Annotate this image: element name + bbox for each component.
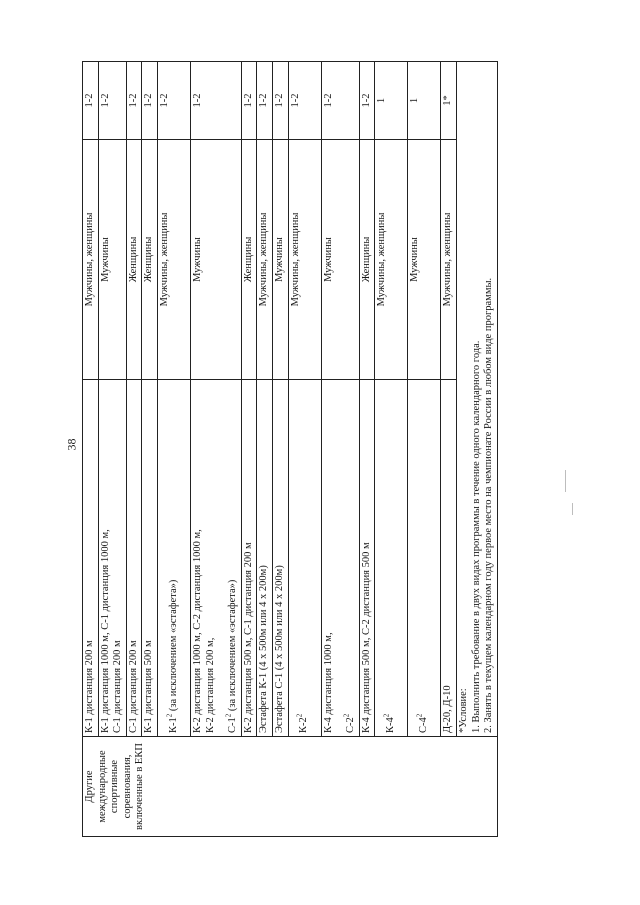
- place-cell: 1-2: [257, 62, 273, 140]
- gender-cell: Мужчины, женщины: [375, 140, 408, 380]
- competition-name: Другие международные спортивные соревнования, включенные в ЕКП: [83, 737, 498, 837]
- gender-cell: Мужчины: [321, 140, 359, 380]
- gender-cell: Мужчины, женщины: [441, 140, 457, 380]
- table-row: [126, 62, 142, 837]
- discipline-cell: [288, 380, 321, 737]
- spacer: [335, 383, 345, 733]
- table-row: [321, 62, 359, 837]
- discipline-line: К-2 дистанция 1000 м, С-2 дистанция 1000 м,: [191, 529, 203, 733]
- discipline-line: К-2 дистанция 500 м, С-1 дистанция 200 м: [242, 542, 254, 733]
- table-row: [408, 62, 441, 837]
- table-row: [241, 62, 257, 837]
- table-row: [456, 62, 497, 837]
- table-row: [272, 62, 288, 837]
- footnote-item: 1. Выполнить требование в двух видах программы в течение одного календарного года.: [470, 340, 482, 733]
- gender-cell: Мужчины, женщины: [157, 140, 190, 380]
- discipline-cell: [375, 380, 408, 737]
- place-cell: 1: [375, 62, 408, 140]
- place-cell: 1-2: [288, 62, 321, 140]
- discipline-cell: [257, 380, 273, 737]
- discipline-cell: [98, 380, 126, 737]
- discipline-cell: [190, 380, 241, 737]
- discipline-line: К-1 дистанция 500 м: [143, 640, 155, 733]
- place-cell: 1-2: [321, 62, 359, 140]
- place-cell: 1-2: [272, 62, 288, 140]
- discipline-line: $С-1^2$ (за исключением «эстафета»): [224, 579, 239, 733]
- scan-artifact: [572, 503, 573, 515]
- discipline-line: $К-4^2$: [382, 713, 397, 733]
- discipline-line: К-4 дистанция 500 м, С-2 дистанция 500 м: [360, 542, 372, 733]
- gender-cell: Женщины: [241, 140, 257, 380]
- table-row: [83, 62, 99, 837]
- discipline-line: $С-4^2$: [415, 713, 430, 733]
- discipline-cell: [83, 380, 99, 737]
- discipline-cell: [126, 380, 142, 737]
- footnote-title: *Условие:: [457, 688, 469, 733]
- place-cell: 1-2: [83, 62, 99, 140]
- table-row: [288, 62, 321, 837]
- discipline-line: $К-1^2$ (за исключением «эстафета»): [165, 579, 179, 733]
- scan-artifact: [565, 470, 566, 492]
- place-cell: 1-2: [142, 62, 158, 140]
- table-row: [441, 62, 457, 837]
- gender-cell: Мужчины, женщины: [257, 140, 273, 380]
- rotated-sheet: [82, 62, 495, 837]
- place-cell: 1-2: [359, 62, 375, 140]
- gender-cell: Женщины: [126, 140, 142, 380]
- place-cell: 1-2: [157, 62, 190, 140]
- discipline-line: $К-2^2$: [295, 713, 310, 733]
- discipline-cell: [241, 380, 257, 737]
- place-cell: 1-2: [241, 62, 257, 140]
- page-number: 38: [64, 438, 79, 451]
- discipline-line: К-1 дистанция 1000 м, С-1 дистанция 1000 м,: [99, 529, 111, 733]
- discipline-line: С-1 дистанция 200 м: [127, 640, 139, 733]
- table-row: [142, 62, 158, 837]
- discipline-line: К-2 дистанция 200 м,: [204, 637, 216, 733]
- discipline-cell: [359, 380, 375, 737]
- discipline-line: К-1 дистанция 200 м: [84, 640, 95, 733]
- discipline-line: С-1 дистанция 200 м: [112, 640, 124, 733]
- table-row: [375, 62, 408, 837]
- table-row: [257, 62, 273, 837]
- discipline-cell: [321, 380, 359, 737]
- discipline-cell: [272, 380, 288, 737]
- footnotes-cell: [456, 62, 497, 737]
- table-row: [98, 62, 126, 837]
- gender-cell: Мужчины: [98, 140, 126, 380]
- discipline-line: $С-2^2$: [342, 713, 357, 733]
- place-cell: 1-2: [190, 62, 241, 140]
- gender-cell: Мужчины: [190, 140, 241, 380]
- place-cell: 1-2: [126, 62, 142, 140]
- discipline-line: К-4 дистанция 1000 м,: [322, 632, 334, 733]
- gender-cell: Женщины: [359, 140, 375, 380]
- discipline-line: Д-20, Д-10: [442, 685, 454, 733]
- discipline-cell: [142, 380, 158, 737]
- table-row: [157, 62, 190, 837]
- table-row: [359, 62, 375, 837]
- discipline-cell: [157, 380, 190, 737]
- footnote-item: 2. Занять в текущем календарном году первое место на чемпионате России в любом виде программы.: [483, 277, 495, 733]
- discipline-cell: [441, 380, 457, 737]
- gender-cell: Мужчины: [272, 140, 288, 380]
- spacer: [217, 383, 227, 733]
- discipline-line: Эстафета К-1 (4 х 500м или 4 х 200м): [258, 565, 270, 733]
- sport-rules-table: [82, 61, 498, 837]
- gender-cell: Мужчины, женщины: [83, 140, 99, 380]
- place-cell: 1-2: [98, 62, 126, 140]
- discipline-line: Эстафета С-1 (4 х 500м или 4 х 200м): [273, 565, 285, 733]
- place-cell: 1: [408, 62, 441, 140]
- table-row: [190, 62, 241, 837]
- place-cell: 1*: [441, 62, 457, 140]
- gender-cell: Мужчины: [408, 140, 441, 380]
- gender-cell: Женщины: [142, 140, 158, 380]
- gender-cell: Мужчины, женщины: [288, 140, 321, 380]
- discipline-cell: [408, 380, 441, 737]
